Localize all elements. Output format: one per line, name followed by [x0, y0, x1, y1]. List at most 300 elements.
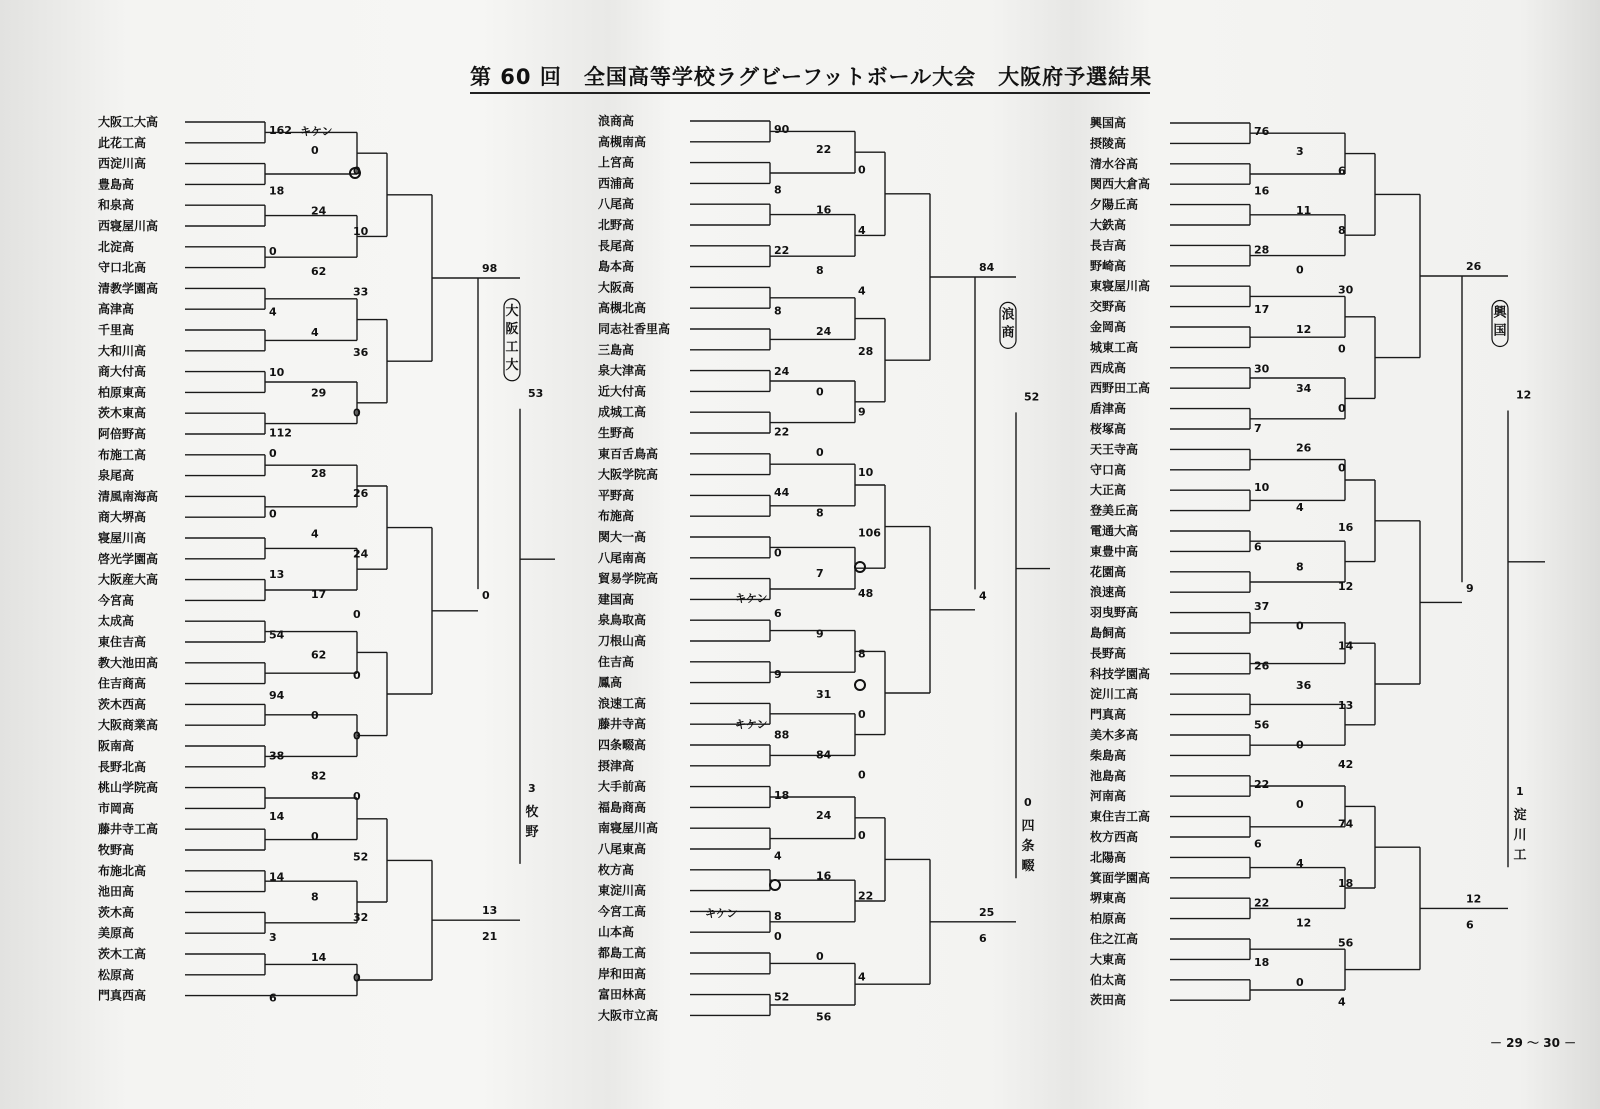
match-score: 0 — [269, 507, 277, 521]
match-score: 4 — [774, 849, 782, 863]
circle-mark — [855, 562, 865, 572]
team-name: 西淀川高 — [98, 156, 147, 171]
match-score: 0 — [774, 546, 782, 560]
match-score: 22 — [774, 425, 790, 439]
team-name: 茨田高 — [1090, 993, 1127, 1008]
match-score: 0 — [353, 164, 361, 178]
match-score: 0 — [311, 144, 319, 158]
match-score: 18 — [1254, 956, 1270, 970]
match-score: 3 — [1296, 144, 1304, 158]
match-score: 24 — [311, 204, 327, 218]
team-name: 大和川高 — [98, 343, 147, 358]
team-name: 清水谷高 — [1090, 156, 1139, 171]
score-label: 6 — [979, 931, 987, 945]
team-name: 鳳高 — [598, 675, 623, 690]
score-label: 4 — [979, 589, 987, 603]
team-name: 伯太高 — [1090, 972, 1127, 987]
team-name: 長野高 — [1090, 646, 1127, 661]
team-name: 電通大高 — [1090, 524, 1139, 538]
match-score: 6 — [1254, 837, 1262, 851]
match-score: 0 — [311, 709, 319, 723]
match-score: 52 — [353, 850, 369, 864]
match-score: 0 — [1338, 342, 1346, 356]
lower-winner-char: 牧 — [525, 804, 539, 820]
match-score: 12 — [1338, 580, 1354, 594]
circle-mark — [770, 880, 780, 890]
team-name: 松原高 — [98, 967, 135, 982]
match-score: 0 — [858, 708, 866, 722]
team-name: 啓光学園高 — [98, 551, 159, 566]
match-score: 16 — [1338, 520, 1354, 534]
team-name: 東百舌鳥高 — [598, 446, 659, 461]
match-score: 36 — [353, 345, 369, 359]
team-name: 北陽高 — [1090, 850, 1127, 865]
match-score: 36 — [1296, 679, 1312, 693]
upper-winner-char: 大 — [505, 303, 519, 319]
team-name: 藤井寺工高 — [98, 822, 159, 837]
team-name: 堺東高 — [1090, 891, 1127, 906]
team-name: 市岡高 — [98, 801, 135, 816]
team-name: 山本高 — [598, 925, 635, 940]
team-name: 東淀川高 — [598, 883, 647, 898]
match-score: 0 — [816, 445, 824, 459]
team-name: 野崎高 — [1090, 258, 1127, 273]
team-name: 大鉄高 — [1090, 218, 1127, 232]
match-score: 76 — [1254, 125, 1270, 138]
team-name: 八尾東高 — [598, 842, 647, 856]
match-score: 16 — [816, 203, 832, 217]
match-score: 10 — [858, 465, 874, 479]
team-name: 千里高 — [98, 323, 135, 337]
team-name: 天王寺高 — [1090, 442, 1139, 457]
match-score: 10 — [353, 224, 369, 238]
match-score: 24 — [816, 808, 832, 822]
match-score: 88 — [774, 728, 790, 742]
lower-winner-char: 川 — [1513, 828, 1527, 844]
team-name: 島本高 — [598, 259, 635, 274]
kiken-label: キケン — [705, 907, 738, 920]
match-score: 8 — [816, 506, 824, 520]
match-score: 24 — [774, 365, 790, 379]
team-name: 生野高 — [598, 426, 635, 440]
kiken-label: キケン — [735, 718, 768, 731]
team-name: 浪速高 — [1090, 585, 1127, 600]
team-name: 泉尾高 — [98, 468, 135, 483]
team-name: 四条畷高 — [598, 738, 647, 752]
upper-winner-char: 工 — [505, 339, 519, 355]
team-name: 美原高 — [98, 926, 135, 941]
team-name: 布施北高 — [98, 863, 147, 878]
match-score: 3 — [269, 931, 277, 945]
match-score: 8 — [816, 264, 824, 278]
final-score: 3 — [528, 781, 536, 795]
match-score: 24 — [353, 547, 369, 561]
match-score: 0 — [858, 163, 866, 177]
match-score: 18 — [269, 184, 285, 198]
match-score: 0 — [858, 829, 866, 843]
kiken-label: キケン — [300, 125, 333, 138]
upper-winner-char: 興 — [1493, 305, 1507, 321]
team-name: 大東高 — [1090, 952, 1127, 967]
page-title: 第 60 回 全国高等学校ラグビーフットボール大会 大阪府予選結果 — [470, 62, 1150, 94]
team-name: 建国高 — [598, 592, 635, 607]
team-name: 藤井寺高 — [598, 717, 647, 732]
team-name: 北野高 — [598, 218, 635, 232]
team-name: 城東工高 — [1090, 340, 1139, 355]
team-name: 和泉高 — [98, 198, 135, 213]
team-name: 上宮高 — [598, 155, 635, 170]
team-name: 高槻南高 — [598, 134, 647, 149]
team-name: 登美丘高 — [1090, 503, 1139, 518]
team-name: 柴島高 — [1090, 748, 1127, 763]
team-name: 高津高 — [98, 302, 135, 317]
team-name: 大手前高 — [598, 779, 647, 794]
match-score: 62 — [311, 265, 327, 279]
team-name: 大阪高 — [598, 280, 635, 295]
upper-winner-char: 阪 — [505, 321, 519, 337]
score-label: 12 — [1466, 892, 1482, 906]
match-score: 7 — [1254, 421, 1262, 435]
team-name: 長野北高 — [98, 759, 147, 774]
match-score: 0 — [353, 789, 361, 803]
match-score: 30 — [1254, 362, 1270, 376]
team-name: 八尾高 — [598, 197, 635, 212]
team-name: 摂陵高 — [1090, 136, 1127, 151]
match-score: 56 — [1338, 936, 1354, 950]
final-score: 53 — [528, 386, 544, 400]
upper-winner-char: 大 — [505, 357, 519, 373]
match-score: 22 — [1254, 778, 1270, 792]
team-name: 三島高 — [598, 342, 635, 357]
team-name: 守口高 — [1090, 462, 1127, 477]
match-score: 106 — [858, 526, 881, 540]
match-score: 94 — [269, 688, 285, 702]
match-score: 4 — [1296, 857, 1304, 871]
match-score: 0 — [353, 608, 361, 622]
match-score: 0 — [1296, 263, 1304, 277]
match-score: 0 — [816, 385, 824, 399]
match-score: 16 — [1254, 184, 1270, 198]
team-name: 平野高 — [598, 488, 635, 503]
match-score: 62 — [311, 648, 327, 662]
match-score: 13 — [269, 567, 285, 581]
match-score: 11 — [1296, 204, 1312, 218]
match-score: 0 — [1296, 738, 1304, 752]
match-score: 26 — [1296, 441, 1312, 455]
match-score: 90 — [774, 123, 790, 136]
team-name: 富田林高 — [598, 987, 647, 1002]
match-score: 54 — [269, 628, 285, 642]
match-score: 10 — [269, 366, 285, 380]
team-name: 関大一高 — [598, 530, 647, 544]
team-name: 阪南高 — [98, 739, 135, 753]
match-score: 0 — [1296, 797, 1304, 811]
team-name: 豊島高 — [98, 177, 135, 192]
final-score: 52 — [1024, 390, 1040, 404]
match-score: 8 — [1338, 223, 1346, 237]
match-score: 9 — [858, 405, 866, 419]
team-name: 淀川工高 — [1090, 687, 1139, 702]
lower-winner-char: 淀 — [1513, 808, 1527, 824]
score-label: 0 — [482, 589, 490, 603]
team-name: 桜塚高 — [1090, 422, 1127, 436]
team-name: 河南高 — [1090, 789, 1127, 804]
score-label: 25 — [979, 905, 995, 919]
match-score: 28 — [311, 466, 327, 480]
match-score: 17 — [311, 588, 327, 602]
match-score: 4 — [1338, 995, 1346, 1009]
match-score: 18 — [774, 788, 790, 802]
match-score: 13 — [1338, 698, 1354, 712]
score-label: 26 — [1466, 260, 1482, 273]
match-score: 4 — [858, 970, 866, 984]
match-score: 0 — [353, 668, 361, 682]
match-score: 8 — [774, 909, 782, 923]
match-score: 30 — [1338, 283, 1354, 297]
team-name: 茨木工高 — [98, 947, 147, 961]
score-label: 98 — [482, 262, 498, 275]
team-name: 住之江高 — [1090, 932, 1139, 946]
team-name: 清教学園高 — [98, 281, 159, 296]
match-score: 12 — [1296, 916, 1312, 930]
match-score: 0 — [353, 971, 361, 985]
team-name: 大阪工大高 — [98, 115, 159, 129]
score-label: 21 — [482, 930, 498, 944]
match-score: 14 — [1338, 639, 1354, 653]
match-score: 26 — [1254, 659, 1270, 673]
match-score: 14 — [269, 809, 285, 823]
match-score: 28 — [1254, 243, 1270, 257]
team-name: 南寝屋川高 — [598, 821, 659, 836]
match-score: 4 — [311, 527, 319, 541]
score-label: 6 — [1466, 918, 1474, 932]
team-name: 長尾高 — [598, 238, 635, 253]
match-score: 0 — [269, 245, 277, 259]
match-score: 6 — [269, 991, 277, 1005]
team-name: 西寝屋川高 — [98, 219, 159, 233]
match-score: 6 — [1254, 540, 1262, 554]
match-score: 4 — [1296, 500, 1304, 514]
match-score: 52 — [774, 990, 790, 1004]
team-name: 茨木西高 — [98, 697, 147, 712]
team-name: 大阪商業高 — [98, 718, 159, 733]
team-name: 今宮高 — [98, 593, 135, 608]
match-score: 0 — [774, 930, 782, 944]
team-name: 大阪学院高 — [598, 467, 659, 482]
match-score: 44 — [774, 486, 790, 500]
team-name: 関西大倉高 — [1090, 177, 1151, 192]
match-score: 9 — [774, 667, 782, 681]
match-score: 8 — [311, 890, 319, 904]
match-score: 6 — [1338, 164, 1346, 178]
team-name: 阿倍野高 — [98, 427, 147, 441]
upper-winner-char: 浪 — [1001, 307, 1015, 323]
score-label: 84 — [979, 261, 995, 274]
team-name: 桃山学院高 — [98, 780, 159, 795]
team-name: 東住吉工高 — [1090, 809, 1151, 824]
team-name: 浪速工高 — [598, 696, 647, 711]
team-name: 島飼高 — [1090, 626, 1127, 640]
match-score: 8 — [1296, 560, 1304, 574]
lower-winner-char: 四 — [1021, 819, 1035, 835]
team-name: 寝屋川高 — [98, 531, 147, 545]
lower-winner-char: 工 — [1513, 848, 1527, 864]
upper-winner-char: 国 — [1493, 323, 1507, 339]
match-score: 0 — [353, 729, 361, 743]
match-score: 4 — [858, 223, 866, 237]
match-score: 8 — [774, 183, 782, 197]
team-name: 夕陽丘高 — [1090, 197, 1139, 212]
match-score: 7 — [816, 566, 824, 580]
match-score: 37 — [1254, 599, 1270, 613]
team-name: 守口北高 — [98, 260, 147, 275]
match-score: 0 — [816, 950, 824, 964]
circle-mark — [855, 680, 865, 690]
match-score: 29 — [311, 386, 327, 400]
team-name: 貿易学院高 — [598, 571, 659, 586]
team-name: 八尾南高 — [598, 550, 647, 565]
match-score: 22 — [816, 143, 832, 157]
team-name: 大正高 — [1090, 483, 1127, 498]
team-name: 牧野高 — [98, 843, 135, 857]
lower-winner-char: 野 — [525, 824, 539, 840]
match-score: 32 — [353, 910, 369, 924]
match-score: 0 — [353, 406, 361, 420]
team-name: 枚方西高 — [1090, 830, 1139, 844]
team-name: 清風南海高 — [98, 489, 159, 504]
match-score: 22 — [858, 889, 874, 903]
team-name: 商大堺高 — [98, 510, 147, 525]
team-name: 此花工高 — [98, 135, 147, 150]
team-name: 東住吉高 — [98, 635, 147, 649]
team-name: 成城工高 — [598, 405, 647, 420]
match-score: 4 — [858, 284, 866, 298]
team-name: 盾津高 — [1090, 401, 1127, 416]
match-score: 9 — [816, 627, 824, 641]
team-name: 金岡高 — [1090, 320, 1127, 334]
match-score: 22 — [774, 244, 790, 258]
match-score: 0 — [269, 446, 277, 460]
match-score: 82 — [311, 769, 327, 783]
page-number: － 29 ～ 30 － — [1490, 1036, 1577, 1050]
team-name: 岸和田高 — [598, 966, 647, 981]
team-name: 東寝屋川高 — [1090, 279, 1151, 294]
team-name: 高槻北高 — [598, 301, 647, 316]
match-score: 31 — [816, 687, 832, 701]
team-name: 刀根山高 — [598, 634, 647, 648]
match-score: 6 — [774, 607, 782, 621]
team-name: 布施高 — [598, 509, 635, 524]
final-score: 12 — [1516, 388, 1532, 402]
team-name: 西野田工高 — [1090, 381, 1151, 396]
team-name: 東豊中高 — [1090, 544, 1139, 559]
team-name: 箕面学園高 — [1090, 870, 1151, 885]
match-score: 33 — [353, 285, 369, 299]
team-name: 住吉高 — [598, 654, 635, 669]
match-score: 4 — [311, 325, 319, 339]
match-score: 0 — [1338, 402, 1346, 416]
team-name: 今宮工高 — [598, 904, 647, 919]
team-name: 西成高 — [1090, 360, 1127, 375]
team-name: 浪商高 — [598, 114, 635, 128]
match-score: 162 — [269, 124, 292, 137]
team-name: 枚方高 — [598, 862, 635, 877]
lower-winner-char: 条 — [1021, 839, 1035, 855]
match-score: 56 — [816, 1010, 832, 1024]
match-score: 14 — [311, 951, 327, 965]
match-score: 8 — [774, 304, 782, 318]
match-score: 56 — [1254, 718, 1270, 732]
match-score: 34 — [1296, 382, 1312, 396]
team-name: 教大池田高 — [98, 655, 159, 670]
team-name: 住吉商高 — [98, 676, 147, 691]
team-name: 西浦高 — [598, 176, 635, 191]
final-score: 1 — [1516, 785, 1524, 799]
final-score: 0 — [1024, 796, 1032, 810]
match-score: 28 — [858, 344, 874, 358]
team-name: 池田高 — [98, 884, 135, 899]
team-name: 池島高 — [1090, 768, 1127, 783]
match-score: 0 — [858, 768, 866, 782]
team-name: 近大付高 — [598, 384, 647, 399]
match-score: 0 — [311, 830, 319, 844]
team-name: 泉鳥取高 — [598, 613, 647, 628]
match-score: 24 — [816, 324, 832, 338]
team-name: 北淀高 — [98, 239, 135, 254]
match-score: 18 — [1338, 876, 1354, 890]
match-score: 42 — [1338, 758, 1354, 772]
match-score: 16 — [816, 869, 832, 883]
team-name: 美木多高 — [1090, 728, 1139, 742]
match-score: 74 — [1338, 817, 1354, 831]
match-score: 17 — [1254, 303, 1270, 317]
team-name: 茨木高 — [98, 905, 135, 920]
match-score: 0 — [1296, 619, 1304, 633]
lower-winner-char: 畷 — [1021, 859, 1035, 875]
team-name: 大阪産大高 — [98, 572, 159, 587]
team-name: 泉大津高 — [598, 363, 647, 378]
team-name: 同志社香里高 — [598, 322, 671, 336]
match-score: 10 — [1254, 481, 1270, 495]
team-name: 門真高 — [1090, 707, 1127, 722]
score-label: 9 — [1466, 582, 1474, 596]
match-score: 48 — [858, 587, 874, 601]
team-name: 交野高 — [1090, 299, 1127, 314]
team-name: 布施工高 — [98, 447, 147, 462]
team-name: 大阪市立高 — [598, 1008, 659, 1023]
match-score: 26 — [353, 487, 369, 501]
match-score: 84 — [816, 748, 832, 762]
team-name: 羽曳野高 — [1090, 605, 1139, 620]
match-score: 4 — [269, 305, 277, 319]
match-score: 0 — [1338, 461, 1346, 475]
kiken-label: キケン — [735, 592, 768, 605]
team-name: 柏原東高 — [98, 385, 147, 400]
team-name: 花園高 — [1090, 564, 1127, 579]
match-score: 12 — [1296, 322, 1312, 336]
team-name: 科技学園高 — [1090, 666, 1151, 681]
team-name: 福島商高 — [598, 800, 647, 815]
team-name: 長吉高 — [1090, 238, 1127, 253]
team-name: 柏原高 — [1090, 911, 1127, 926]
team-name: 茨木東高 — [98, 406, 147, 421]
score-label: 13 — [482, 904, 498, 918]
upper-winner-char: 商 — [1001, 325, 1015, 341]
team-name: 門真西高 — [98, 988, 147, 1003]
match-score: 22 — [1254, 896, 1270, 910]
team-name: 摂津高 — [598, 758, 635, 773]
match-score: 38 — [269, 749, 285, 763]
